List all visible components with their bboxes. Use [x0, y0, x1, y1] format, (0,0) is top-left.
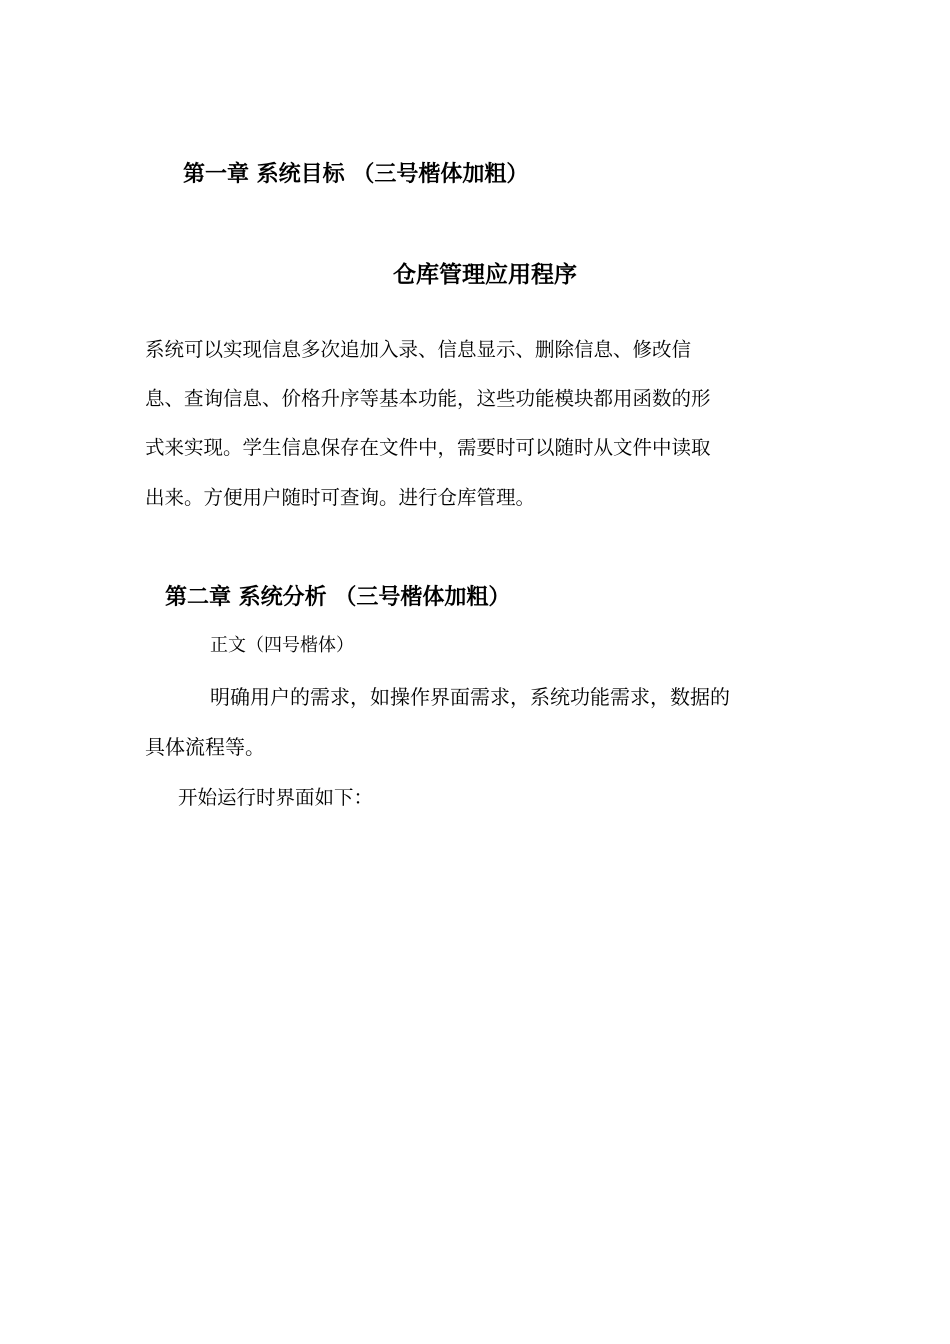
section-title: 仓库管理应用程序	[393, 262, 577, 288]
intro-line-1: 系统可以实现信息多次追加入录、信息显示、删除信息、修改信	[145, 338, 692, 361]
requirements-line-1: 明确用户的需求，如操作界面需求，系统功能需求，数据的	[210, 685, 730, 709]
intro-line-3: 式来实现。学生信息保存在文件中，需要时可以随时从文件中读取	[145, 436, 711, 459]
intro-line-2: 息、查询信息、价格升序等基本功能，这些功能模块都用函数的形	[145, 387, 711, 410]
chapter-1-heading: 第一章 系统目标 （三号楷体加粗）	[183, 162, 529, 187]
startup-screen-caption: 开始运行时界面如下：	[178, 786, 374, 809]
body-format-note: 正文（四号楷体）	[210, 635, 354, 656]
intro-line-4: 出来。方便用户随时可查询。进行仓库管理。	[145, 486, 536, 509]
chapter-2-heading: 第二章 系统分析 （三号楷体加粗）	[165, 585, 511, 610]
requirements-line-2: 具体流程等。	[145, 735, 265, 759]
